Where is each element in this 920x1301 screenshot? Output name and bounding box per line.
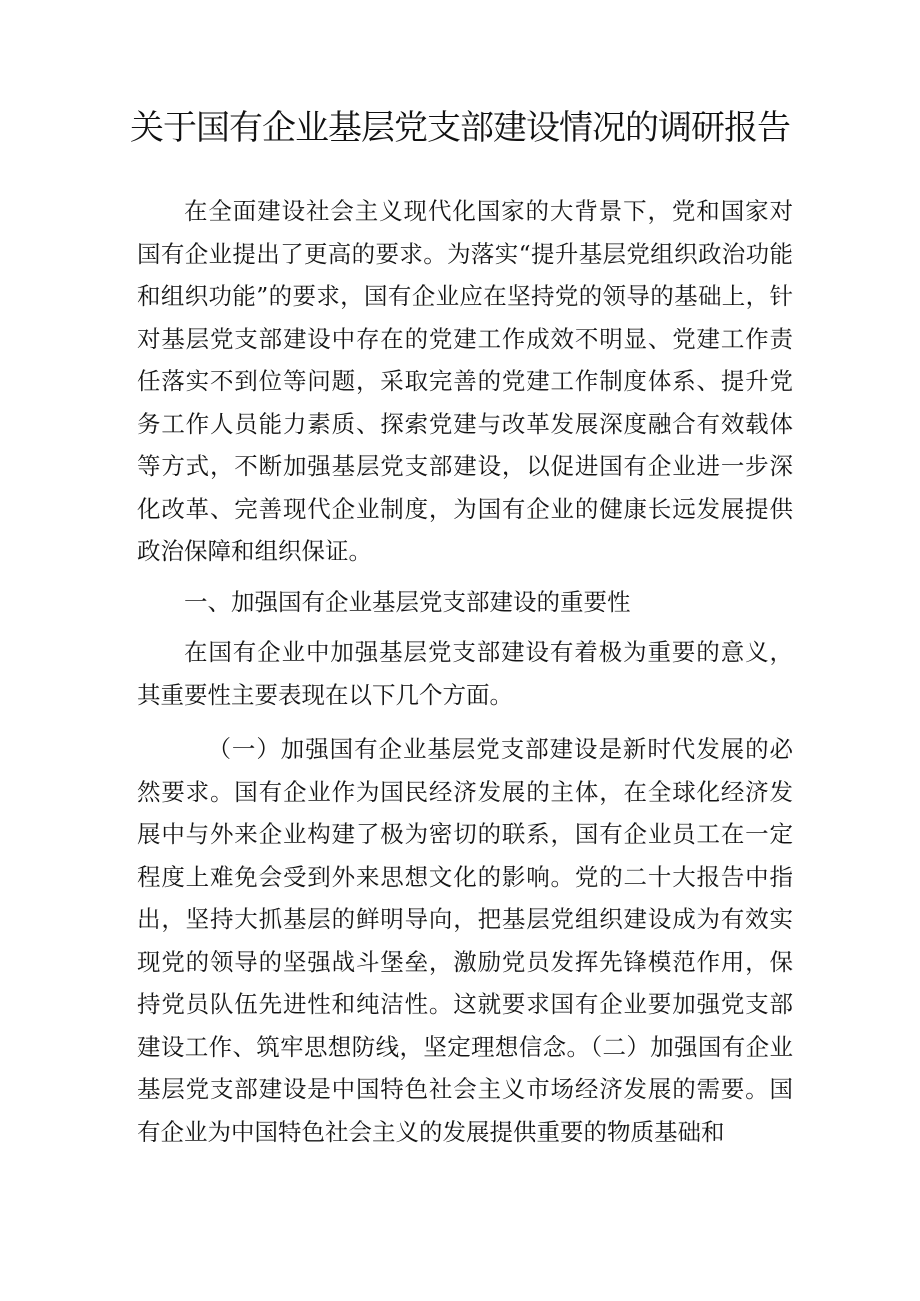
document-body <box>137 190 793 1153</box>
intro-paragraph: 在全面建设社会主义现代化国家的大背景下，党和国家对国有企业提出了更高的要求。为落实“提升基层党组织政治功能和组织功能”的要求，国有企业应在坚持党的领导的基础上，针对基层党支部建设中存在的党建工作成效不明显、党建工作责任落实不到位等问题，采取完善的党建工作制度体系、提升党务工作人员能力素质、探索党建与改革发展深度融合有效载体等方式，不断加强基层党支部建设，以促进国有企业进一步深化改革、完善现代企业制度，为国有企业的健康长远发展提供政治保障和组织保证。 <box>137 197 793 565</box>
section-heading: 一、加强国有企业基层党支部建设的重要性 <box>184 587 631 616</box>
section-intro-paragraph: 在国有企业中加强基层党支部建设有着极为重要的意义，其重要性主要表现在以下几个方面。 <box>137 638 793 709</box>
document-title: 关于国有企业基层党支部建设情况的调研报告 <box>130 108 790 148</box>
subsection-paragraph: （一）加强国有企业基层党支部建设是新时代发展的必然要求。国有企业作为国民经济发展的主体，在全球化经济发展中与外来企业构建了极为密切的联系，国有企业员工在一定程度上难免会受到外来思想文化的影响。党的二十大报告中指出，坚持大抓基层的鲜明导向，把基层党组织建设成为有效实现党的领导的坚强战斗堡垒，激励党员发挥先锋模范作用，保持党员队伍先进性和纯洁性。这就要求国有企业要加强党支部建设工作、筑牢思想防线，坚定理想信念。（二）加强国有企业基层党支部建设是中国特色社会主义市场经济发展的需要。国有企业为中国特色社会主义的发展提供重要的物质基础和 <box>137 735 793 1146</box>
